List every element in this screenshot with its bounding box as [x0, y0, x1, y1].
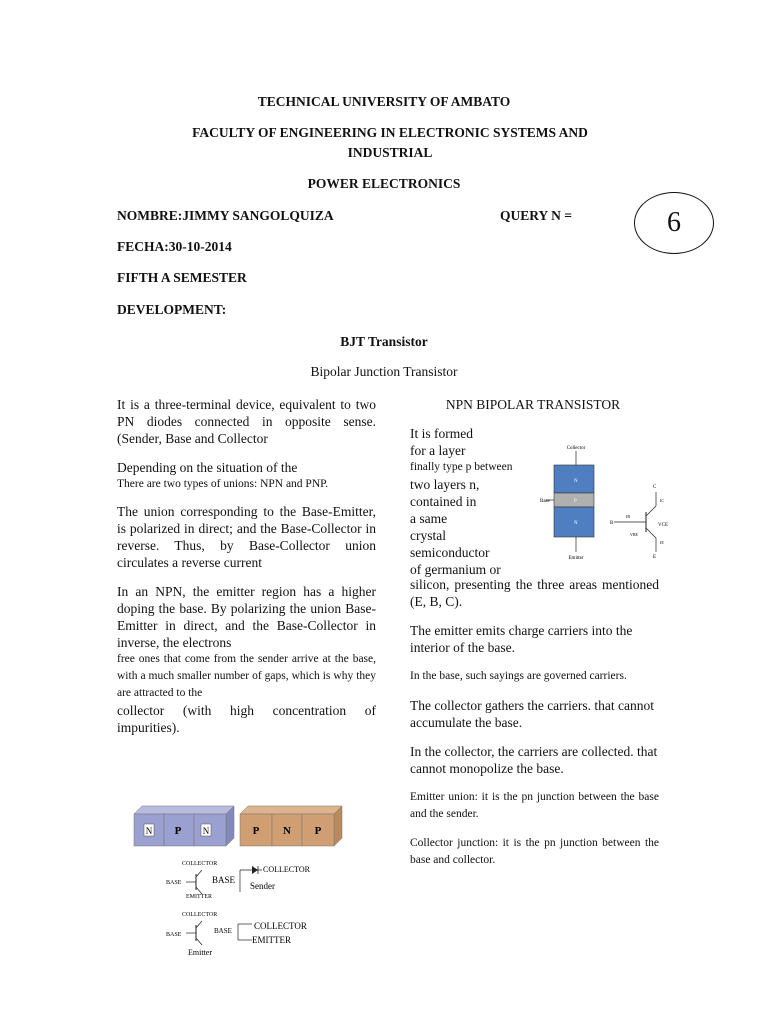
symbol-ic-label: IC — [660, 498, 664, 503]
left-paragraph-3: The union corresponding to the Base-Emitter, is polarized in direct; and the Base-Collector in reverse. Thus, by Base-Collector union circulates a reverse current — [117, 504, 376, 570]
right-paragraph-2: The emitter emits charge carriers into the interior of the base. — [410, 623, 633, 655]
npn-pnp-block-figure — [130, 802, 350, 962]
right-paragraph-3: In the base, such sayings are governed carriers. — [410, 670, 627, 682]
npn-block-p: P — [174, 825, 182, 837]
course-title: POWER ELECTRONICS — [307, 176, 461, 191]
symbol-vce-label: VCE — [658, 523, 668, 528]
right-line-3: finally type p between — [410, 461, 513, 473]
faculty-line-2: INDUSTRIAL — [347, 145, 433, 160]
npn-block-n1: N — [145, 826, 153, 836]
upper-sender-label: Sender — [250, 881, 275, 891]
query-label: QUERY N = — [500, 208, 572, 223]
lower-emitter-right-label: EMITTER — [252, 935, 291, 945]
figure-emitter-label: Emitter — [568, 556, 584, 561]
lower-base-label: BASE — [166, 932, 182, 938]
university-title: TECHNICAL UNIVERSITY OF AMBATO — [257, 94, 511, 109]
lower-collector-label: COLLECTOR — [182, 912, 218, 918]
right-line-7: crystal — [410, 528, 446, 543]
symbol-e-label: E — [653, 555, 657, 560]
figure-base-label: Base — [540, 499, 550, 504]
figure-collector-label: Collector — [566, 446, 586, 451]
faculty-line-1: FACULTY OF ENGINEERING IN ELECTRONIC SYSTEMS AND — [192, 125, 588, 140]
upper-collector-label: COLLECTOR — [182, 861, 218, 867]
symbol-c-label: C — [653, 485, 657, 490]
lower-emitter-bottom-label: Emitter — [188, 948, 212, 957]
symbol-vbe-label: VBE — [630, 532, 638, 537]
left-paragraph-1: It is a three-terminal device, equivalent to two PN diodes connected in opposite sense. (Sender, Base and Collector — [117, 397, 376, 446]
right-paragraph-5: In the collector, the carriers are collected. that cannot monopolize the base. — [410, 744, 658, 776]
layer-n-bottom-label: N — [574, 521, 578, 526]
lower-collector-right-label: COLLECTOR — [254, 921, 307, 931]
npn-transistor-figure — [522, 438, 672, 568]
right-line-2: for a layer — [410, 443, 466, 458]
layer-n-top-label: N — [574, 479, 578, 484]
npn-heading: NPN BIPOLAR TRANSISTOR — [445, 397, 621, 412]
right-column — [410, 576, 659, 869]
left-paragraph-4b: free ones that come from the sender arrive at the base, with a much smaller number of gaps, which is why they are attracted to the — [117, 653, 376, 699]
left-paragraph-4c: collector (with high concentration of impurities). — [117, 703, 376, 735]
left-paragraph-2a: Depending on the situation of the — [117, 460, 298, 475]
symbol-ib-label: IB — [626, 514, 630, 519]
query-number: 6 — [667, 207, 681, 238]
upper-base-label: BASE — [166, 880, 182, 886]
right-line-1: It is formed — [410, 426, 473, 441]
upper-collector-right-label: COLLECTOR — [263, 865, 310, 874]
student-name: NOMBRE:JIMMY SANGOLQUIZA — [117, 208, 334, 223]
right-column-wrapped — [410, 425, 520, 578]
pnp-block-p2: P — [314, 825, 322, 837]
right-line-4: two layers n, — [410, 477, 480, 492]
date: FECHA:30-10-2014 — [117, 239, 232, 254]
upper-emitter-label: EMITTER — [186, 894, 212, 900]
left-column — [117, 396, 376, 736]
semester: FIFTH A SEMESTER — [117, 270, 247, 285]
right-line-5: contained in — [410, 494, 477, 509]
right-line-9: of germanium or — [410, 562, 501, 577]
right-paragraph-7: Collector junction: it is the pn junction between the base and collector. — [410, 837, 659, 866]
left-paragraph-2b: There are two types of unions: NPN and PNP. — [117, 478, 329, 490]
left-paragraph-4a: In an NPN, the emitter region has a higher doping the base. By polarizing the union Base-Emitter in direct, and the Base-Collector in inverse, the electrons — [117, 584, 376, 650]
development-label: DEVELOPMENT: — [117, 302, 227, 317]
pnp-block-n: N — [283, 825, 291, 837]
right-line-8: semiconductor — [410, 545, 490, 560]
query-number-circle — [634, 192, 714, 254]
layer-p-label: P — [574, 499, 577, 504]
right-paragraph-1-tail: silicon, presenting the three areas mentioned (E, B, C). — [410, 577, 659, 609]
right-paragraph-4: The collector gathers the carriers. that cannot accumulate the base. — [410, 698, 655, 730]
right-paragraph-6: Emitter union: it is the pn junction between the base and the sender. — [410, 791, 659, 820]
upper-base-mid-label: BASE — [212, 875, 236, 885]
pnp-block-p1: P — [252, 825, 260, 837]
section-subtitle: Bipolar Junction Transistor — [310, 364, 458, 379]
lower-base-mid-label: BASE — [214, 927, 232, 935]
symbol-b-label: B — [610, 521, 614, 526]
right-line-6: a same — [410, 511, 448, 526]
npn-block-n2: N — [202, 826, 210, 836]
symbol-ie-label: IE — [660, 540, 664, 545]
section-title: BJT Transistor — [340, 334, 428, 349]
